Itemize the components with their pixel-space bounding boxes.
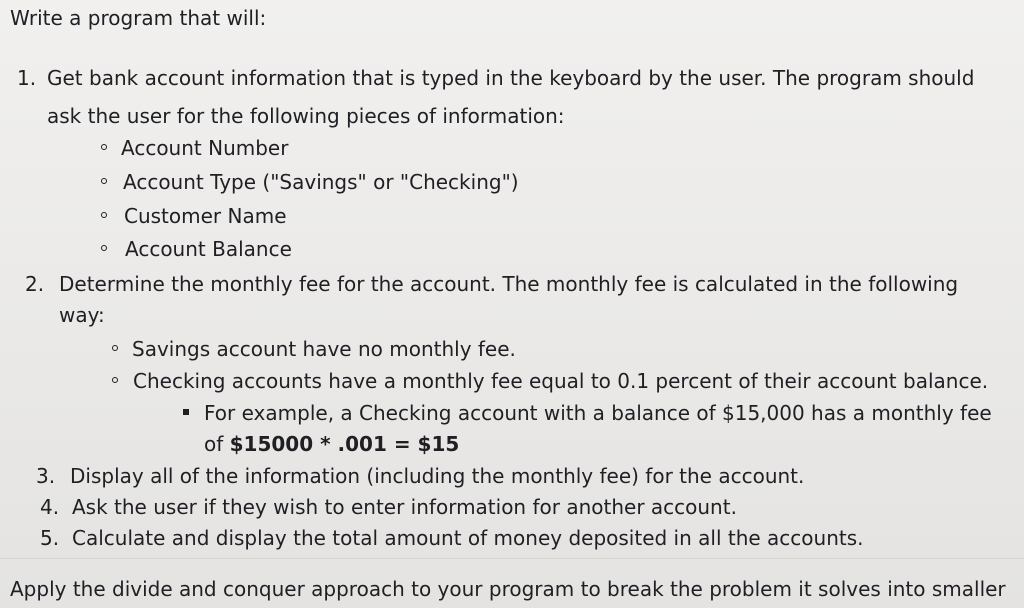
sub-item-account-balance: Account Balance xyxy=(125,237,292,261)
hollow-bullet-icon xyxy=(101,245,107,251)
example-calculation: $15000 * .001 = $15 xyxy=(229,432,460,456)
list-item-3-number: 3. xyxy=(36,464,56,488)
example-line-2 xyxy=(204,432,459,456)
hollow-bullet-icon xyxy=(112,345,118,351)
list-item-1-text-line-1: Get bank account information that is typed in the keyboard by the user. The program should xyxy=(47,66,975,90)
list-item-2-text-line-2: way: xyxy=(59,303,105,327)
sub-item-account-type: Account Type ("Savings" or "Checking") xyxy=(123,170,519,194)
list-item-1-number: 1. xyxy=(17,66,37,90)
sub-item-account-number: Account Number xyxy=(121,136,289,160)
sub-item-customer-name: Customer Name xyxy=(124,204,287,228)
footer-text: Apply the divide and conquer approach to your program to break the problem it solves into smaller xyxy=(10,577,1006,601)
section-divider xyxy=(0,558,1024,559)
sub-item-checking-fee: Checking accounts have a monthly fee equal to 0.1 percent of their account balance. xyxy=(133,369,989,393)
list-item-2-text-line-1: Determine the monthly fee for the account. The monthly fee is calculated in the following xyxy=(59,272,959,296)
hollow-bullet-icon xyxy=(112,377,118,383)
list-item-5-number: 5. xyxy=(40,526,60,550)
document-heading: Write a program that will: xyxy=(10,6,267,30)
list-item-2-number: 2. xyxy=(25,272,45,296)
list-item-1-text-line-2: ask the user for the following pieces of information: xyxy=(47,104,565,128)
square-bullet-icon xyxy=(183,409,189,415)
example-line-2-prefix: of xyxy=(204,432,230,456)
hollow-bullet-icon xyxy=(101,212,107,218)
example-line-1: For example, a Checking account with a balance of $15,000 has a monthly fee xyxy=(204,401,992,425)
list-item-5-text: Calculate and display the total amount of money deposited in all the accounts. xyxy=(72,526,864,550)
hollow-bullet-icon xyxy=(101,144,107,150)
hollow-bullet-icon xyxy=(101,178,107,184)
list-item-4-text: Ask the user if they wish to enter information for another account. xyxy=(72,495,737,519)
list-item-4-number: 4. xyxy=(40,495,60,519)
sub-item-savings-fee: Savings account have no monthly fee. xyxy=(132,337,516,361)
list-item-3-text: Display all of the information (including the monthly fee) for the account. xyxy=(70,464,805,488)
